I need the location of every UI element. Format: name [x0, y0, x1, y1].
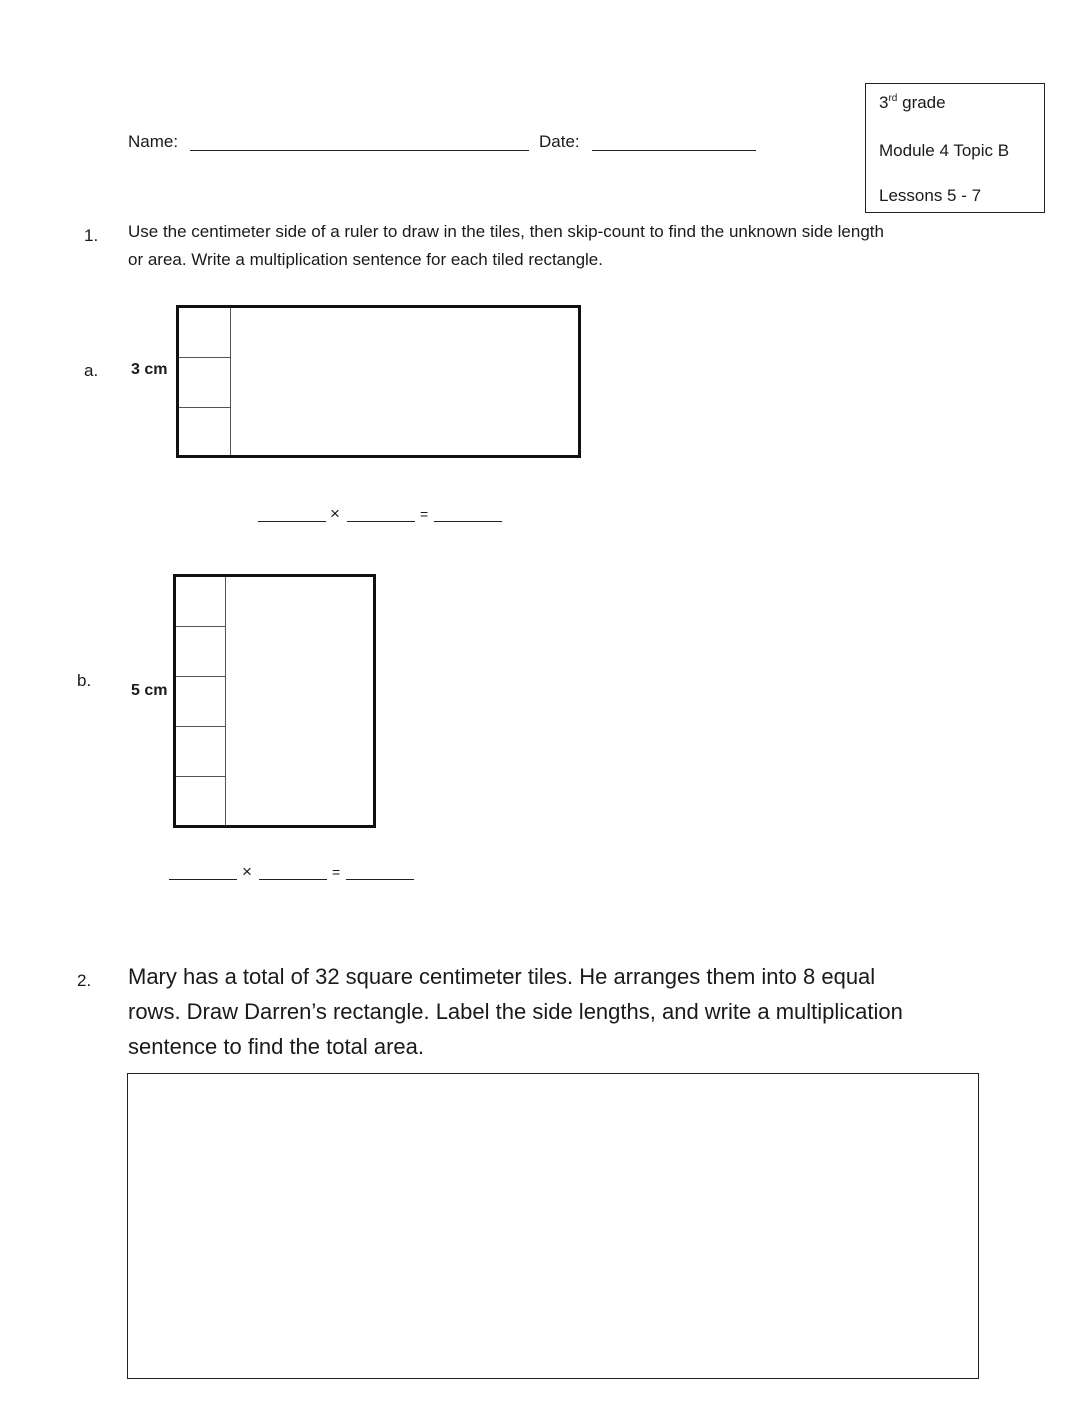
part-b-factor2-blank[interactable] — [259, 879, 327, 880]
grade-suffix: rd — [888, 93, 898, 104]
part-b-tile — [176, 727, 226, 777]
problem2-number: 2. — [77, 971, 92, 990]
grade-number: 3 — [879, 93, 889, 112]
date-blank[interactable] — [592, 150, 756, 151]
part-b-tile — [176, 777, 226, 825]
part-a-factor1-blank[interactable] — [258, 521, 326, 522]
problem2-line1: Mary has a total of 32 square centimeter tiles. He arranges them into 8 equal — [128, 964, 876, 989]
part-a-equals-sign: = — [420, 506, 429, 522]
part-a-tile — [179, 408, 231, 455]
date-label: Date: — [539, 132, 580, 151]
problem1-instruction-line1: Use the centimeter side of a ruler to draw in the tiles, then skip-count to find the unknown side length — [128, 222, 884, 241]
name-label: Name: — [128, 132, 179, 151]
problem1-number: 1. — [84, 226, 99, 245]
part-a-label: a. — [84, 361, 99, 380]
part-b-rectangle — [173, 574, 376, 828]
part-b-tile — [176, 577, 226, 627]
header-box — [865, 83, 1045, 213]
part-a-factor2-blank[interactable] — [347, 521, 415, 522]
part-a-times-sign: × — [330, 504, 340, 523]
grade-label — [879, 93, 946, 113]
grade-word: grade — [902, 93, 946, 112]
part-a-product-blank[interactable] — [434, 521, 502, 522]
part-b-tile — [176, 627, 226, 677]
part-a-tile — [179, 308, 231, 358]
problem2-answer-box[interactable] — [127, 1073, 979, 1379]
part-b-times-sign: × — [242, 862, 252, 881]
lessons-label: Lessons 5 - 7 — [879, 186, 982, 205]
name-blank[interactable] — [190, 150, 529, 151]
part-a-rectangle — [176, 305, 581, 458]
part-b-side-label: 5 cm — [131, 682, 168, 699]
part-a-tile — [179, 358, 231, 408]
problem1-instruction-line2: or area. Write a multiplication sentence for each tiled rectangle. — [128, 250, 603, 269]
part-b-product-blank[interactable] — [346, 879, 414, 880]
problem2-line3: sentence to find the total area. — [128, 1034, 424, 1059]
module-label: Module 4 Topic B — [879, 141, 1010, 160]
part-b-label: b. — [77, 671, 92, 690]
part-b-factor1-blank[interactable] — [169, 879, 237, 880]
part-b-tile — [176, 677, 226, 727]
part-a-side-label: 3 cm — [131, 361, 168, 378]
problem2-line2: rows. Draw Darren’s rectangle. Label the side lengths, and write a multiplication — [128, 999, 903, 1024]
part-b-equals-sign: = — [332, 864, 341, 880]
